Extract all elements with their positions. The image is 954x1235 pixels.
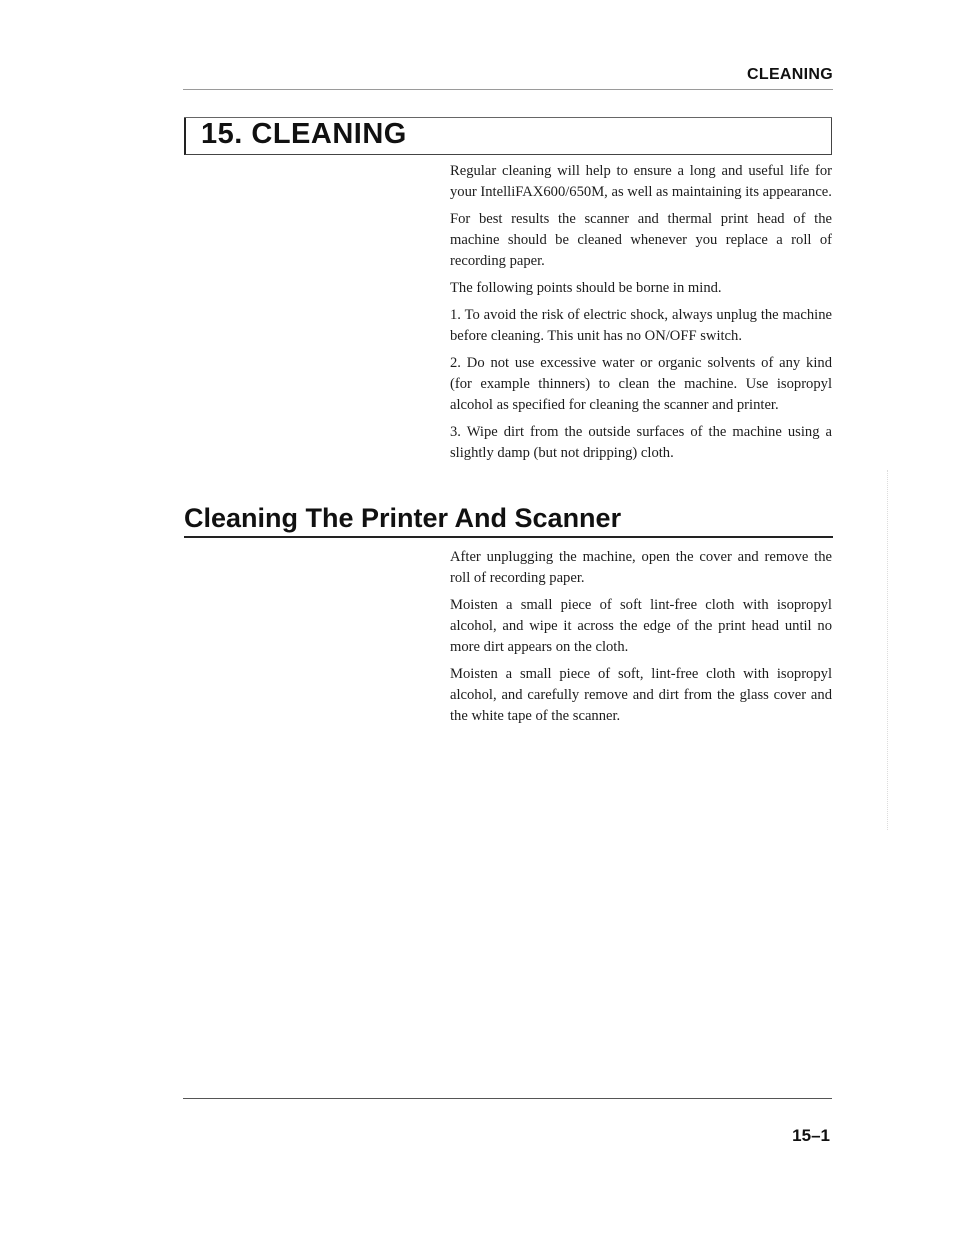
chapter-title: 15. CLEANING <box>201 118 407 150</box>
intro-text <box>450 161 832 470</box>
section-paragraph: Moisten a small piece of soft lint-free cloth with isopropyl alcohol, and wipe it across the edge of the print head until no more dirt appears on the cloth. <box>450 597 832 655</box>
header-rule <box>183 89 833 90</box>
intro-list-item: 2. Do not use excessive water or organic solvents of any kind (for example thinners) to clean the machine. Use isopropyl alcohol as specified for cleaning the scanner and printer. <box>450 355 832 413</box>
intro-paragraph: Regular cleaning will help to ensure a long and useful life for your IntelliFAX600/650M, as well as maintaining its appearance. <box>450 163 832 200</box>
running-head: CLEANING <box>747 66 833 83</box>
section-text <box>450 547 832 733</box>
intro-paragraph: The following points should be borne in mind. <box>450 280 722 296</box>
section-paragraph: After unplugging the machine, open the cover and remove the roll of recording paper. <box>450 549 832 586</box>
scan-margin-marks <box>887 470 889 830</box>
page-number: 15–1 <box>792 1126 830 1145</box>
section-paragraph: Moisten a small piece of soft, lint-free cloth with isopropyl alcohol, and carefully remove and dirt from the glass cover and the white tape of the scanner. <box>450 666 832 724</box>
chapter-heading-box <box>184 117 832 155</box>
footer-rule <box>183 1098 832 1099</box>
intro-list-item: 3. Wipe dirt from the outside surfaces of the machine using a slightly damp (but not dripping) cloth. <box>450 424 832 461</box>
intro-paragraph: For best results the scanner and thermal print head of the machine should be cleaned whenever you replace a roll of recording paper. <box>450 211 832 269</box>
section-rule <box>184 536 833 538</box>
intro-list-item: 1. To avoid the risk of electric shock, always unplug the machine before cleaning. This unit has no ON/OFF switch. <box>450 307 832 344</box>
section-title: Cleaning The Printer And Scanner <box>184 503 622 533</box>
